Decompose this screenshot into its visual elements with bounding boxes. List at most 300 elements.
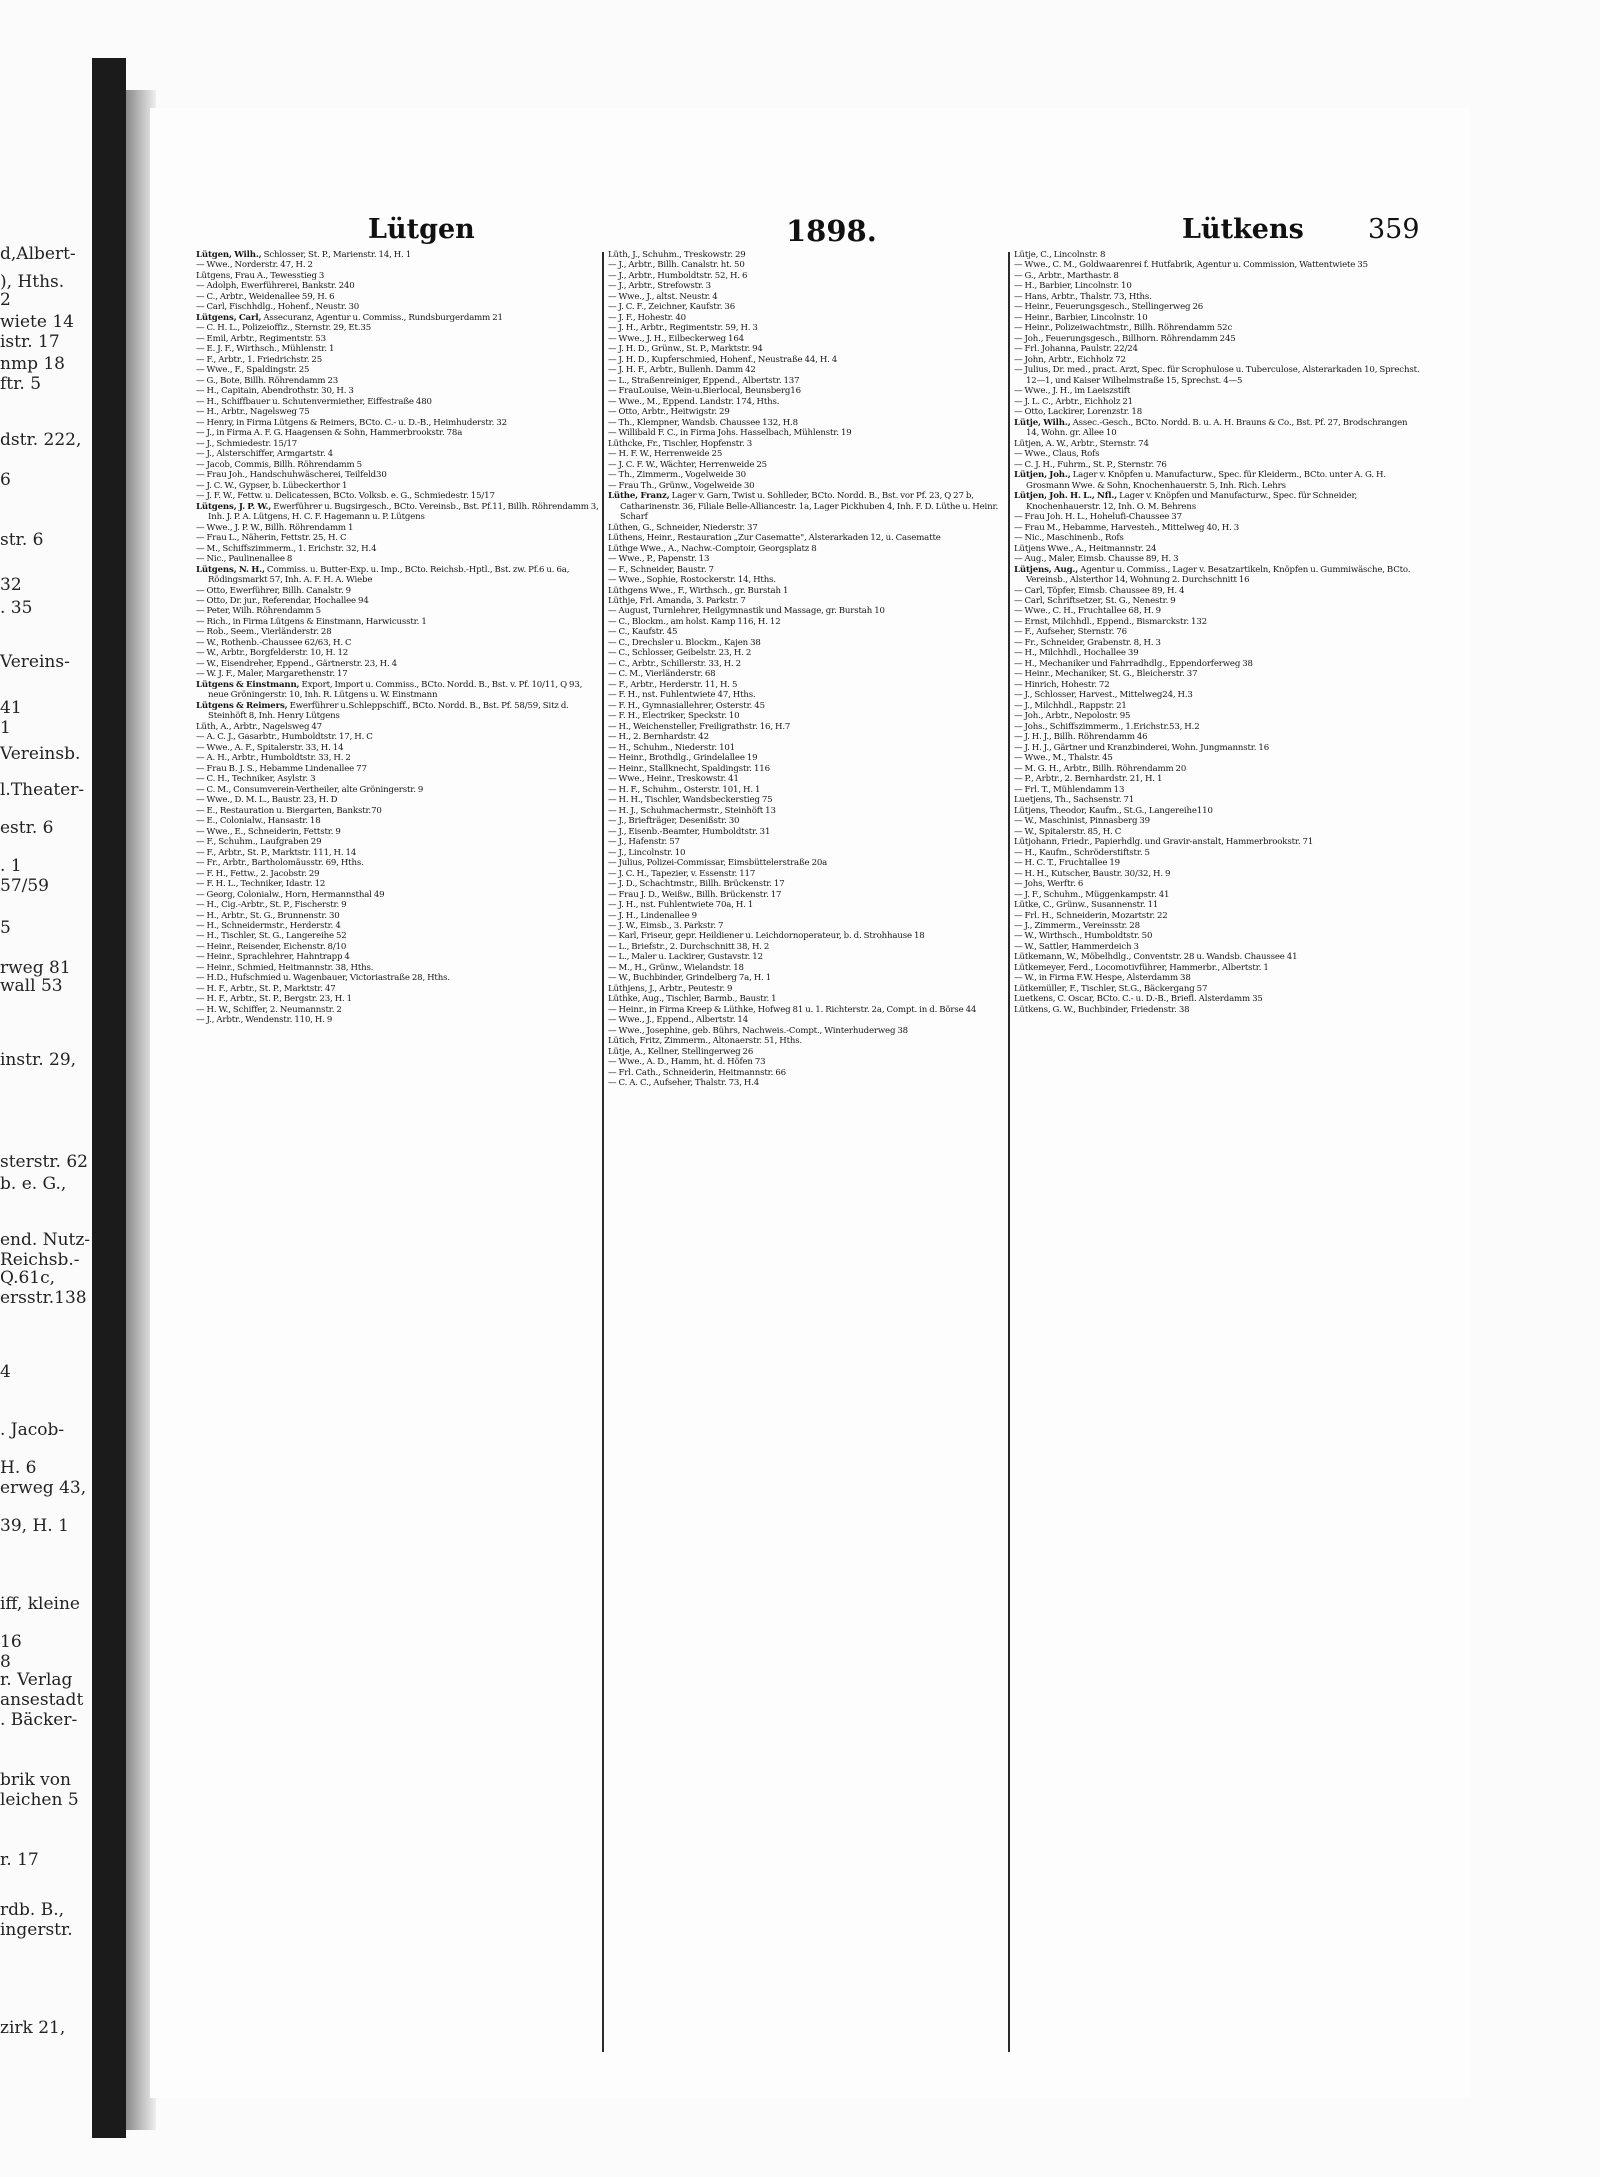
facing-page-fragment: Q.61c, xyxy=(0,1268,56,1288)
entry-text: — Heinr., Barbier, Lincolnstr. 10 xyxy=(1014,312,1148,323)
directory-entry xyxy=(196,407,600,417)
directory-entry xyxy=(608,271,1006,281)
directory-entry xyxy=(608,921,1006,931)
directory-entry xyxy=(608,439,1006,449)
entry-text: — Heinr., Reisender, Eichenstr. 8/10 xyxy=(196,941,347,952)
entry-text: — Wwe., M., Thalstr. 45 xyxy=(1014,753,1113,764)
directory-entry xyxy=(1014,627,1420,637)
entry-text: Lager v. Garn, Twist u. Sohlleder, BCto. Nordd. B., Bst. vor Pf. 23, Q 27 b, Catharinenstr. 36, Filiale Belle-Alliancestr. 1a, Lager Pickhuben 4, Inh. F. D. Lüthe u. Heinr. Scharf xyxy=(620,491,999,523)
directory-entry xyxy=(1014,606,1420,616)
facing-page-fragment: leichen 5 xyxy=(0,1790,79,1810)
directory-entry xyxy=(196,554,600,564)
directory-entry xyxy=(608,669,1006,679)
directory-entry xyxy=(608,764,1006,774)
entry-text: — Aug., Maler, Eimsb. Chausse 89, H. 3 xyxy=(1014,554,1179,565)
facing-page-fragment: 2 xyxy=(0,290,11,310)
entry-text: Lütjohann, Friedr., Papierhdlg. und Gravir-anstalt, Hammerbrookstr. 71 xyxy=(1014,837,1314,848)
directory-entry xyxy=(1014,900,1420,910)
directory-entry xyxy=(1014,879,1420,889)
directory-entry xyxy=(608,575,1006,585)
directory-entry xyxy=(196,764,600,774)
entry-text: — Wwe., M., Eppend. Landstr. 174, Hths. xyxy=(608,396,780,407)
directory-entry xyxy=(196,302,600,312)
entry-text: — Heinr., Schmied, Heitmannstr. 38, Hths. xyxy=(196,962,374,973)
directory-entry xyxy=(608,690,1006,700)
facing-page-fragment: 57/59 xyxy=(0,876,49,896)
entry-firm-name: Lütjen, Joh., xyxy=(1014,470,1071,481)
entry-text: — A. C. J., Gasarbtr., Humboldtstr. 17, H. C xyxy=(196,732,373,743)
entry-text: — Wwe., Heinr., Treskowstr. 41 xyxy=(608,774,739,785)
entry-text: — F. H., nst. Fuhlentwiete 47, Hths. xyxy=(608,690,756,701)
entry-text: Lüthke, Aug., Tischler, Barmb., Baustr. 1 xyxy=(608,994,777,1005)
entry-text: — W., in Firma F.W. Hespe, Alsterdamm 38 xyxy=(1014,973,1191,984)
entry-text: Lütkemüller, F., Tischler, St.G., Bäckergang 57 xyxy=(1014,983,1208,994)
facing-page-fragment: . Bäcker- xyxy=(0,1710,78,1730)
facing-page-fragment: 1 xyxy=(0,718,11,738)
entry-text: — H., Weichensteller, Freiligrathstr. 16, H.7 xyxy=(608,721,791,732)
facing-page-fragment: iff, kleine xyxy=(0,1594,80,1614)
directory-entry xyxy=(196,355,600,365)
directory-entry xyxy=(608,418,1006,428)
directory-column-3 xyxy=(1014,250,1420,2070)
entry-text: — Henry, in Firma Lütgens & Reimers, BCto. C.- u. D.-B., Heimhuderstr. 32 xyxy=(196,417,507,428)
entry-text: — M., H., Grünw., Wielandstr. 18 xyxy=(608,962,744,973)
facing-page-fragment: ersstr.138 xyxy=(0,1288,87,1308)
directory-entry xyxy=(196,502,600,523)
directory-entry xyxy=(196,281,600,291)
entry-text: Ewerführer u.Schleppschiff., BCto. Nordd. B., Bst. Pf. 58/59, Sitz d. Steinhöft 8, Inh. Henry Lütgens xyxy=(208,700,569,722)
entry-text: — H., 2. Bernhardstr. 42 xyxy=(608,732,709,743)
directory-entry xyxy=(196,701,600,722)
directory-entry xyxy=(196,816,600,826)
entry-text: — M. G. H., Arbtr., Billh. Röhrendamm 20 xyxy=(1014,763,1187,774)
facing-page-fragment: . Jacob- xyxy=(0,1420,65,1440)
directory-entry xyxy=(196,931,600,941)
entry-text: — Wwe., A. F., Spitalerstr. 33, H. 14 xyxy=(196,742,344,753)
directory-entry xyxy=(1014,722,1420,732)
entry-text: — J. H. J., Billh. Röhrendamm 46 xyxy=(1014,732,1148,743)
directory-entry xyxy=(1014,355,1420,365)
directory-entry xyxy=(196,806,600,816)
directory-entry xyxy=(196,911,600,921)
directory-entry xyxy=(608,617,1006,627)
entry-text: — August, Turnlehrer, Heilgymnastik und Massage, gr. Burstah 10 xyxy=(608,606,885,617)
entry-text: — Wwe., J. H., im Laeiszstift xyxy=(1014,386,1131,397)
entry-firm-name: Lütjen, Joh. H. L., Nfl., xyxy=(1014,491,1118,502)
directory-entry xyxy=(1014,931,1420,941)
entry-text: — C. H., Techniker, Asylstr. 3 xyxy=(196,774,316,785)
entry-text: — P., Arbtr., 2. Bernhardstr. 21, H. 1 xyxy=(1014,774,1163,785)
directory-entry xyxy=(1014,281,1420,291)
facing-page-fragment: dstr. 222, xyxy=(0,430,82,450)
entry-text: Lüth, J., Schuhm., Treskowstr. 29 xyxy=(608,250,746,260)
directory-entry xyxy=(196,565,600,586)
entry-text: Lütkemeyer, Ferd., Locomotivführer, Hammerbr., Albertstr. 1 xyxy=(1014,962,1269,973)
directory-entry xyxy=(608,1015,1006,1025)
directory-entry xyxy=(196,449,600,459)
entry-text: — J. D., Schachtmstr., Billh. Brückenstr. 17 xyxy=(608,879,785,890)
entry-text: — J., Schmiedestr. 15/17 xyxy=(196,438,298,449)
entry-text: — Rich., in Firma Lütgens & Einstmann, Harwicusstr. 1 xyxy=(196,616,427,627)
entry-text: — J. F., Schuhm., Müggenkampstr. 41 xyxy=(1014,889,1170,900)
entry-text: — C. J. H., Fuhrm., St. P., Sternstr. 76 xyxy=(1014,459,1167,470)
directory-entry xyxy=(1014,512,1420,522)
entry-text: — W., Arbtr., Borgfelderstr. 10, H. 12 xyxy=(196,648,349,659)
facing-page-fragment: str. 6 xyxy=(0,530,44,550)
directory-entry xyxy=(196,344,600,354)
entry-text: — J., Hafenstr. 57 xyxy=(608,837,680,848)
directory-entry xyxy=(196,743,600,753)
entry-text: — H., Mechaniker und Fahrradhdlg., Eppendorferweg 38 xyxy=(1014,658,1253,669)
entry-text: — Frl. Johanna, Paulstr. 22/24 xyxy=(1014,344,1138,355)
directory-entry xyxy=(608,952,1006,962)
directory-entry xyxy=(608,785,1006,795)
entry-text: Lüthge Wwe., A., Nachw.-Comptoir, Georgsplatz 8 xyxy=(608,543,817,554)
entry-text: — Carl, Töpfer, Eimsb. Chaussee 89, H. 4 xyxy=(1014,585,1185,596)
directory-entry xyxy=(1014,701,1420,711)
entry-text: — A. H., Arbtr., Humboldtstr. 33, H. 2 xyxy=(196,753,351,764)
entry-text: — W., Eisendreher, Eppend., Gärtnerstr. 23, H. 4 xyxy=(196,658,397,669)
directory-entry xyxy=(1014,418,1420,439)
directory-entry xyxy=(196,942,600,952)
entry-text: — J. H., Arbtr., Regimentstr. 59, H. 3 xyxy=(608,323,758,334)
entry-text: — Frau B. J. S., Hebamme Lindenallee 77 xyxy=(196,763,367,774)
entry-text: Lager v. Knöpfen und Manufacturw., Spec. für Schneider, Knochenhauerstr. 12, Inh. O. M. Behrens xyxy=(1026,491,1358,512)
entry-text: — Rob., Seem., Vierländerstr. 28 xyxy=(196,627,332,638)
entry-text: Ewerführer u. Bugsirgesch., BCto. Vereinsb., Bst. Pf.11, Billh. Röhrendamm 3, Inh. J. P. A. Lütgens, H. C. F. Hagemann u. P. Lütgens xyxy=(208,501,599,523)
directory-entry xyxy=(608,743,1006,753)
entry-text: Lütje, C., Lincolnstr. 8 xyxy=(1014,250,1106,260)
directory-entry xyxy=(608,795,1006,805)
directory-entry xyxy=(1014,774,1420,784)
facing-page-fragment: . 1 xyxy=(0,856,22,876)
directory-entry xyxy=(196,994,600,1004)
facing-page-fragment: 39, H. 1 xyxy=(0,1516,69,1536)
facing-page-fragment: rweg 81 xyxy=(0,958,71,978)
directory-entry xyxy=(196,827,600,837)
directory-entry xyxy=(1014,659,1420,669)
entry-text: — Wwe., F., Spaldingstr. 25 xyxy=(196,365,310,376)
entry-text: — H., Schiffbauer u. Schutenvermiether, Eiffestraße 480 xyxy=(196,396,432,407)
entry-text: — F., Arbtr., 1. Friedrichstr. 25 xyxy=(196,354,323,365)
entry-text: — W., Rothenb.-Chaussee 62/63, H. C xyxy=(196,637,352,648)
entry-text: Lütgens, Frau A., Tewesstieg 3 xyxy=(196,270,325,281)
page-number: 359 xyxy=(1368,214,1420,245)
directory-entry xyxy=(196,596,600,606)
directory-entry xyxy=(196,858,600,868)
facing-page-fragment: l.Theater- xyxy=(0,780,85,800)
entry-text: — J. C. F. W., Wächter, Herrenweide 25 xyxy=(608,459,767,470)
entry-text: — H., Schuhm., Niederstr. 101 xyxy=(608,742,736,753)
entry-text: — H., Cig.-Arbtr., St. P., Fischerstr. 9 xyxy=(196,900,347,911)
entry-text: — Heinr., in Firma Kreep & Lüthke, Hofweg 81 u. 1. Richterstr. 2a, Compt. in d. Börse 44 xyxy=(608,1004,977,1015)
entry-text: — H., Barbier, Lincolnstr. 10 xyxy=(1014,281,1132,292)
column-divider xyxy=(1008,252,1010,2052)
directory-entry xyxy=(196,648,600,658)
entry-text: — Carl, Schriftsetzer, St. G., Nenestr. 9 xyxy=(1014,595,1176,606)
entry-text: — F. H., Fettw., 2. Jacobstr. 29 xyxy=(196,868,320,879)
facing-page-fragment: Reichsb.- xyxy=(0,1250,80,1270)
entry-text: — G., Arbtr., Marthastr. 8 xyxy=(1014,270,1119,281)
entry-text: — J., Arbtr., Strefowstr. 3 xyxy=(608,281,711,292)
entry-text: — C. M., Consumverein-Vertheiler, alte Gröningerstr. 9 xyxy=(196,784,424,795)
directory-entry xyxy=(608,942,1006,952)
directory-entry xyxy=(196,544,600,554)
directory-entry xyxy=(608,973,1006,983)
entry-text: — J. F. W., Fettw. u. Delicatessen, BCto. Volksb. e. G., Schmiedestr. 15/17 xyxy=(196,491,495,502)
entry-text: — E. J. F., Wirthsch., Mühlenstr. 1 xyxy=(196,344,335,355)
entry-text: Lütich, Fritz, Zimmerm., Altonaerstr. 51, Hths. xyxy=(608,1036,803,1047)
directory-entry xyxy=(196,386,600,396)
directory-entry xyxy=(608,1047,1006,1057)
facing-page-strip xyxy=(0,0,90,2177)
entry-text: — Heinr., Brothdlg., Grindelallee 19 xyxy=(608,753,758,764)
directory-entry xyxy=(608,837,1006,847)
entry-text: — G., Bote, Billh. Röhrendamm 23 xyxy=(196,375,339,386)
entry-text: — H., Arbtr., St. G., Brunnenstr. 30 xyxy=(196,910,340,921)
entry-text: — Frl. Cath., Schneiderin, Heitmannstr. 66 xyxy=(608,1067,786,1078)
directory-entry xyxy=(608,376,1006,386)
entry-text: — F. H., Gymnasiallehrer, Osterstr. 45 xyxy=(608,700,765,711)
directory-entry xyxy=(1014,544,1420,554)
directory-entry xyxy=(1014,407,1420,417)
facing-page-fragment: estr. 6 xyxy=(0,818,54,838)
entry-text: — Wwe., Claus, Rofs xyxy=(1014,449,1100,460)
facing-page-fragment: instr. 29, xyxy=(0,1050,77,1070)
running-head-year: 1898. xyxy=(786,214,877,248)
directory-entry xyxy=(608,281,1006,291)
entry-text: — Ernst, Milchhdl., Eppend., Bismarckstr. 132 xyxy=(1014,616,1207,627)
directory-entry xyxy=(196,1005,600,1015)
directory-entry xyxy=(1014,795,1420,805)
entry-text: Lüthcke, Fr., Tischler, Hopfenstr. 3 xyxy=(608,438,753,449)
entry-text: — Hans, Arbtr., Thalstr. 73, Hths. xyxy=(1014,291,1152,302)
entry-text: — H. F. W., Herrenweide 25 xyxy=(608,449,723,460)
entry-text: — F., Schuhm., Laufgraben 29 xyxy=(196,837,322,848)
directory-entry xyxy=(1014,806,1420,816)
facing-page-fragment: d,Albert- xyxy=(0,244,76,264)
entry-text: — M., Schiffszimmerm., 1. Erichstr. 32, H.4 xyxy=(196,543,377,554)
entry-text: — H. F., Arbtr., St. P., Marktstr. 47 xyxy=(196,983,336,994)
entry-text: — Frau L., Näherin, Fettstr. 25, H. C xyxy=(196,533,347,544)
entry-text: Lütjen, A. W., Arbtr., Sternstr. 74 xyxy=(1014,438,1149,449)
entry-text: Assecuranz, Agentur u. Commiss., Rundsburgerdamm 21 xyxy=(261,312,503,323)
directory-entry xyxy=(608,659,1006,669)
entry-text: — F. H., Electriker, Speckstr. 10 xyxy=(608,711,740,722)
entry-text: — J., Milchhdl., Rappstr. 21 xyxy=(1014,700,1127,711)
entry-text: — Otto, Arbtr., Heitwigstr. 29 xyxy=(608,407,730,418)
directory-entry xyxy=(196,973,600,983)
directory-entry xyxy=(1014,470,1420,491)
directory-entry xyxy=(196,669,600,679)
entry-text: — Julius, Dr. med., pract. Arzt, Spec. für Scrophulose u. Tuberculose, Alsterarkaden 10, Sprechst. 12—1, und Kaiser Wilhelmstraße 15, Sprechst. 4—5 xyxy=(1014,365,1420,386)
directory-entry xyxy=(196,491,600,501)
entry-text: — J., Lincolnstr. 10 xyxy=(608,847,686,858)
directory-entry xyxy=(196,418,600,428)
entry-text: — W., Sattler, Hammerdeich 3 xyxy=(1014,941,1139,952)
entry-text: — Wwe., J., Eppend., Albertstr. 14 xyxy=(608,1015,749,1026)
facing-page-fragment: r. Verlag xyxy=(0,1670,73,1690)
directory-entry xyxy=(608,1068,1006,1078)
directory-entry xyxy=(196,376,600,386)
directory-entry xyxy=(608,638,1006,648)
entry-text: — Carl, Fischhdlg., Hohenf., Neustr. 30 xyxy=(196,302,360,313)
entry-text: — Wwe., C. M., Goldwaarenrei f. Hutfabrik, Agentur u. Commission, Wattentwiete 35 xyxy=(1014,260,1368,271)
entry-text: — Julius, Polizei-Commissar, Eimsbüttelerstraße 20a xyxy=(608,858,828,869)
entry-text: Lüthen, G., Schneider, Niederstr. 37 xyxy=(608,522,758,533)
directory-entry xyxy=(1014,565,1420,586)
directory-entry xyxy=(608,711,1006,721)
directory-entry xyxy=(608,533,1006,543)
facing-page-fragment: 16 xyxy=(0,1632,22,1652)
entry-text: — Johs., Schiffszimmerm., 1.Erichstr.53, H.2 xyxy=(1014,721,1200,732)
facing-page-fragment: r. 17 xyxy=(0,1850,39,1870)
entry-text: Luetkens, C. Oscar, BCto. C.- u. D.-B., Briefl. Alsterdamm 35 xyxy=(1014,994,1263,1005)
entry-text: — Frl. H., Schneiderin, Mozartstr. 22 xyxy=(1014,910,1168,921)
directory-entry xyxy=(1014,952,1420,962)
entry-text: Lütkemann, W., Möbelhdlg., Conventstr. 28 u. Wandsb. Chaussee 41 xyxy=(1014,952,1298,963)
entry-firm-name: Lütgens & Reimers, xyxy=(196,700,288,711)
directory-entry xyxy=(1014,743,1420,753)
facing-page-fragment: 8 xyxy=(0,1652,11,1672)
entry-text: — F., Arbtr., St. P., Marktstr. 111, H. 14 xyxy=(196,847,357,858)
entry-text: — Otto, Ewerführer, Billh. Canalstr. 9 xyxy=(196,585,351,596)
directory-entry xyxy=(1014,1005,1420,1015)
directory-entry xyxy=(196,428,600,438)
directory-entry xyxy=(1014,753,1420,763)
facing-page-fragment: ingerstr. xyxy=(0,1920,73,1940)
facing-page-fragment: zirk 21, xyxy=(0,2018,66,2038)
facing-page-fragment: end. Nutz- xyxy=(0,1230,90,1250)
directory-entry xyxy=(196,439,600,449)
entry-firm-name: Lütjens, Aug., xyxy=(1014,564,1079,575)
directory-entry xyxy=(608,984,1006,994)
entry-text: — C., Drechsler u. Blockm., Kajen 38 xyxy=(608,637,761,648)
running-head-left: Lütgen xyxy=(368,214,475,245)
facing-page-fragment: ), Hths. xyxy=(0,272,65,292)
directory-entry xyxy=(608,994,1006,1004)
facing-page-fragment: H. 6 xyxy=(0,1458,37,1478)
facing-page-fragment: nmp 18 xyxy=(0,354,65,374)
entry-firm-name: Lütgens, Carl, xyxy=(196,312,262,323)
entry-text: — H. F., Arbtr., St. P., Bergstr. 23, H. 1 xyxy=(196,994,352,1005)
directory-entry xyxy=(196,533,600,543)
directory-entry xyxy=(608,491,1006,522)
directory-entry xyxy=(1014,711,1420,721)
directory-entry xyxy=(1014,869,1420,879)
entry-text: — Johs, Werftr. 6 xyxy=(1014,879,1084,890)
directory-entry xyxy=(608,523,1006,533)
directory-entry xyxy=(196,680,600,701)
directory-entry xyxy=(1014,732,1420,742)
entry-text: — H. J., Schuhmachermstr., Steinhöft 13 xyxy=(608,805,776,816)
directory-entry xyxy=(608,355,1006,365)
entry-text: — J., Zimmerm., Vereinsstr. 28 xyxy=(1014,921,1140,931)
directory-entry xyxy=(608,302,1006,312)
directory-entry xyxy=(196,292,600,302)
directory-entry xyxy=(608,544,1006,554)
directory-entry xyxy=(608,1036,1006,1046)
entry-text: — J. H. F., Arbtr., Bullenh. Damm 42 xyxy=(608,365,756,376)
entry-text: — F., Schneider, Baustr. 7 xyxy=(608,564,714,575)
directory-entry xyxy=(196,481,600,491)
entry-text: — John, Arbtr., Eichholz 72 xyxy=(1014,354,1126,365)
directory-entry xyxy=(1014,439,1420,449)
entry-text: — J., Eisenb.-Beamter, Humboldtstr. 31 xyxy=(608,826,771,837)
entry-text: — J., Arbtr., Billh. Canalstr. ht. 50 xyxy=(608,260,745,271)
directory-entry xyxy=(608,260,1006,270)
directory-entry xyxy=(1014,523,1420,533)
entry-text: — Hinrich, Hohestr. 72 xyxy=(1014,679,1110,690)
entry-text: — L., Briefstr., 2. Durchschnitt 38, H. 2 xyxy=(608,941,770,952)
entry-text: — C., Arbtr., Schillerstr. 33, H. 2 xyxy=(608,658,741,669)
entry-text: — Frau M., Hebamme, Harvesteh., Mittelweg 40, H. 3 xyxy=(1014,522,1240,533)
entry-text: Luetjens, Th., Sachsenstr. 71 xyxy=(1014,795,1135,806)
directory-entry xyxy=(1014,837,1420,847)
entry-text: — Th., Klempner, Wandsb. Chaussee 132, H.8 xyxy=(608,417,798,428)
entry-text: — C. A. C., Aufseher, Thalstr. 73, H.4 xyxy=(608,1078,760,1089)
directory-entry xyxy=(608,449,1006,459)
directory-entry xyxy=(1014,911,1420,921)
directory-entry xyxy=(196,606,600,616)
entry-text: — Frl. T., Mühlendamm 13 xyxy=(1014,784,1125,795)
entry-text: — W., Maschinist, Pinnasberg 39 xyxy=(1014,816,1150,827)
entry-text: — Heinr., Polizeiwachtmstr., Billh. Röhrendamm 52c xyxy=(1014,323,1233,334)
entry-text: — H. H., Tischler, Wandsbeckerstieg 75 xyxy=(608,795,773,806)
directory-entry xyxy=(196,638,600,648)
entry-text: Lüthjens, J., Arbtr., Peutestr. 9 xyxy=(608,983,733,994)
directory-entry xyxy=(608,554,1006,564)
directory-entry xyxy=(1014,292,1420,302)
directory-entry xyxy=(608,900,1006,910)
entry-text: — C., Arbtr., Weidenallee 59, H. 6 xyxy=(196,291,335,302)
facing-page-fragment: erweg 43, xyxy=(0,1478,87,1498)
binding-shadow xyxy=(92,58,126,2138)
directory-entry xyxy=(608,806,1006,816)
entry-firm-name: Lütgen, Wilh., xyxy=(196,250,262,260)
directory-entry xyxy=(196,848,600,858)
entry-text: — J., Briefträger, Desenißstr. 30 xyxy=(608,816,740,827)
directory-entry xyxy=(1014,669,1420,679)
directory-entry xyxy=(196,722,600,732)
facing-page-fragment: ansestadt xyxy=(0,1690,84,1710)
entry-text: — J., Arbtr., Humboldtstr. 52, H. 6 xyxy=(608,270,748,281)
entry-text: Lütjens Wwe., A., Heitmannstr. 24 xyxy=(1014,543,1157,554)
entry-text: Lütje, A., Kellner, Stellingerweg 26 xyxy=(608,1046,754,1057)
directory-entry xyxy=(1014,648,1420,658)
directory-entry xyxy=(608,848,1006,858)
entry-text: — W. J. F., Maler, Margarethenstr. 17 xyxy=(196,669,348,680)
facing-page-fragment: 5 xyxy=(0,918,11,938)
entry-text: — Jacob, Commis, Billh. Röhrendamm 5 xyxy=(196,459,362,470)
entry-text: — W., Spitalerstr. 85, H. C xyxy=(1014,826,1122,837)
facing-page-fragment: 4 xyxy=(0,1362,11,1382)
entry-firm-name: Lüthe, Franz, xyxy=(608,491,670,502)
directory-entry xyxy=(196,313,600,323)
entry-text: — L., Maler u. Lackirer, Gustavstr. 12 xyxy=(608,952,763,963)
directory-entry xyxy=(196,837,600,847)
directory-entry xyxy=(196,785,600,795)
directory-entry xyxy=(608,428,1006,438)
entry-text: — Georg, Colonialw., Horn, Hermannsthal 49 xyxy=(196,889,385,900)
directory-column-1 xyxy=(196,250,600,2070)
entry-text: — C., Kaufstr. 45 xyxy=(608,627,678,638)
directory-entry xyxy=(608,890,1006,900)
directory-entry xyxy=(196,334,600,344)
entry-text: Commiss. u. Butter-Exp. u. Imp., BCto. Reichsb.-Hptl., Bst. zw. Pf.6 u. 6a, Rödingsmarkt 57, Inh. A. F. H. A. Wiebe xyxy=(208,564,570,586)
directory-entry xyxy=(1014,858,1420,868)
entry-text: — F., Arbtr., Herderstr. 11, H. 5 xyxy=(608,679,738,690)
